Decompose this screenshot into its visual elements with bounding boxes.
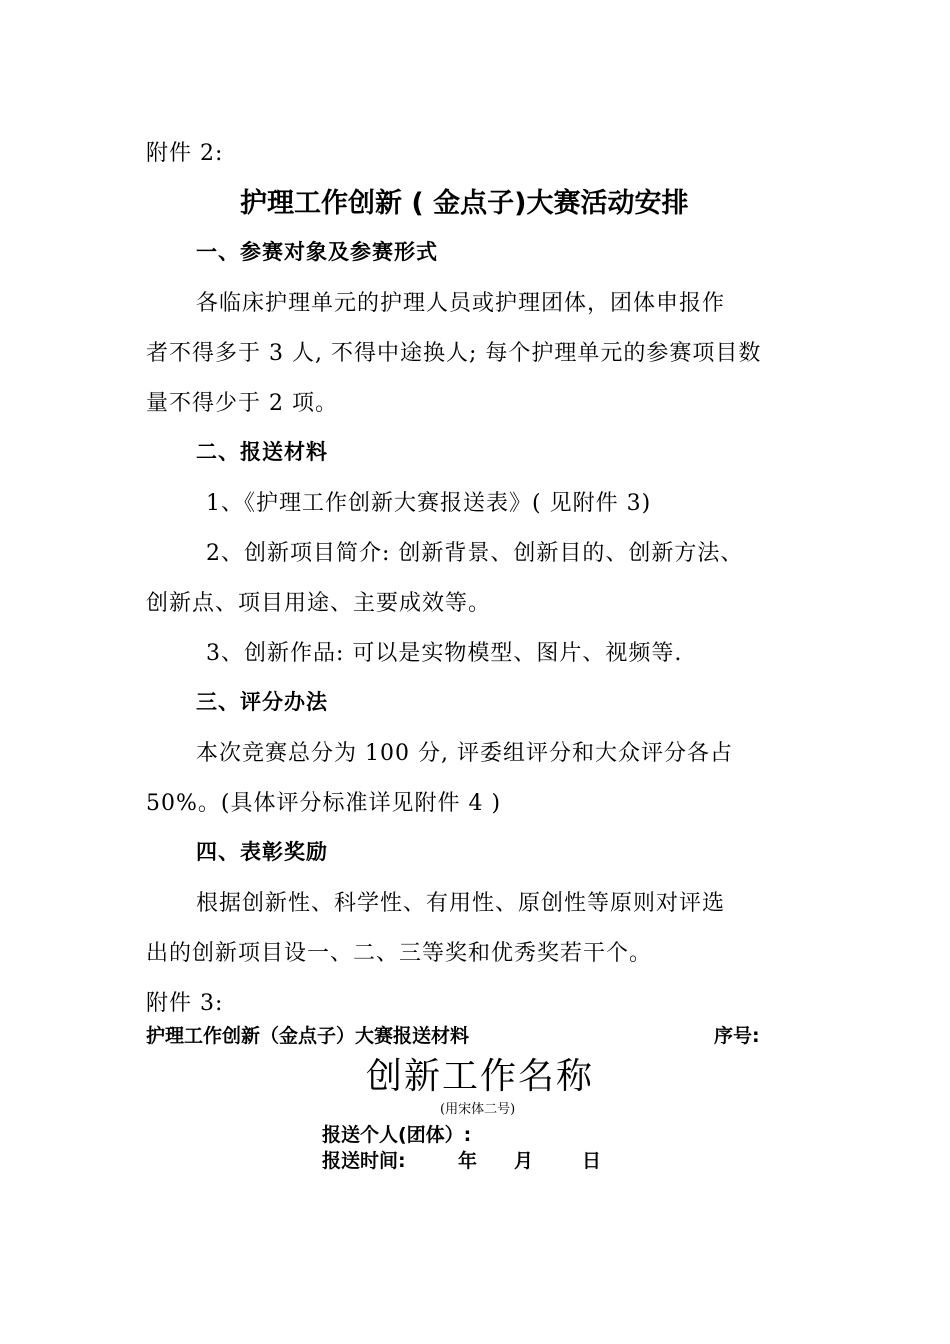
paragraph-line: 本次竞赛总分为 100 分, 评委组评分和大众评分各占	[196, 741, 733, 766]
paragraph-line: 各临床护理单元的护理人员或护理团体，团体申报作	[196, 291, 726, 316]
section-heading-2: 二、报送材料	[196, 440, 328, 464]
paragraph-line: 50%。(具体评分标准详见附件 4 )	[146, 791, 502, 816]
form-header-title: 护理工作创新（金点子）大赛报送材料	[146, 1025, 470, 1047]
font-note: (用宋体二号)	[440, 1102, 516, 1117]
attachment-label: 附件 2:	[146, 141, 224, 166]
list-item: 1、《护理工作创新大赛报送表》( 见附件 3)	[206, 491, 652, 516]
page-title: 护理工作创新 ( 金点子)大赛活动安排	[240, 188, 689, 219]
work-title: 创新工作名称	[366, 1056, 595, 1097]
serial-number-label: 序号:	[714, 1025, 760, 1047]
paragraph-line: 者不得多于 3 人, 不得中途换人; 每个护理单元的参赛项目数	[146, 341, 762, 366]
paragraph-line: 量不得少于 2 项。	[146, 391, 338, 416]
paragraph-line: 根据创新性、科学性、有用性、原创性等原则对评选	[196, 891, 726, 916]
submit-time-label: 报送时间:	[322, 1150, 406, 1172]
section-heading-1: 一、参赛对象及参赛形式	[196, 240, 438, 264]
day-label: 日	[582, 1150, 602, 1172]
month-label: 月	[514, 1150, 534, 1172]
year-label: 年	[458, 1150, 478, 1172]
list-item: 3、创新作品: 可以是实物模型、图片、视频等.	[206, 641, 683, 666]
list-item-continuation: 创新点、项目用途、主要成效等。	[146, 591, 492, 616]
paragraph-line: 出的创新项目设一、二、三等奖和优秀奖若干个。	[146, 941, 653, 966]
submitter-label: 报送个人(团体）:	[322, 1124, 472, 1146]
list-item: 2、创新项目简介: 创新背景、创新目的、创新方法、	[206, 541, 744, 566]
attachment-label: 附件 3:	[146, 991, 224, 1016]
section-heading-3: 三、评分办法	[196, 690, 328, 714]
section-heading-4: 四、表彰奖励	[196, 840, 328, 864]
